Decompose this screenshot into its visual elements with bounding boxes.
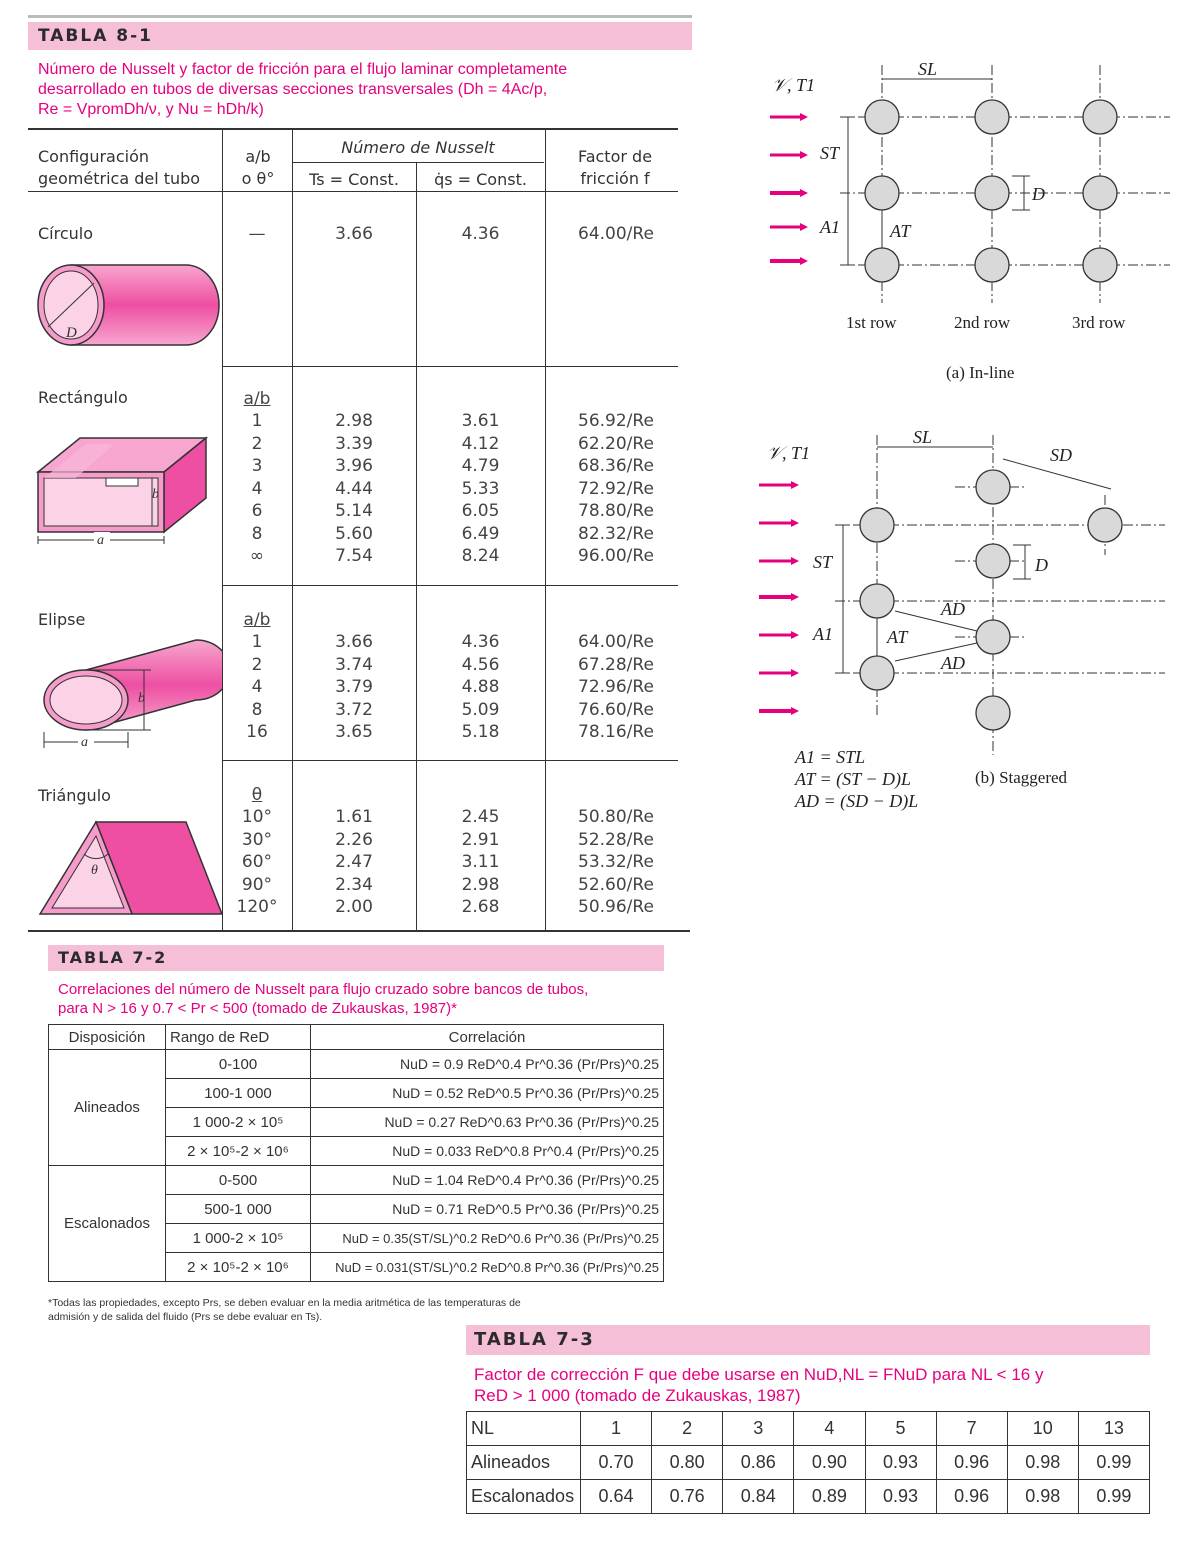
f-col [578,410,654,568]
tabla81-caption [38,60,688,120]
cell: 16 [246,722,268,742]
header-ts: Ts = Const. [309,170,399,189]
tabla72-footnote [48,1296,668,1324]
group-cell: Alineados [49,1050,166,1166]
caption-line: Número de Nusselt y factor de fricción para el flujo laminar completamente [38,61,568,78]
cell: 5.09 [461,699,500,720]
cell: 5.33 [461,478,500,499]
velocity-label: 𝒱, T1 [767,443,811,463]
value-cell: 0.76 [652,1480,723,1514]
value-cell: 0.99 [1078,1480,1149,1514]
header-cell: 4 [794,1412,865,1446]
header-text: geométrica del tubo [38,169,201,188]
cell: 8 [251,699,263,720]
row-rule [222,760,678,761]
range-cell: 2 × 10⁵-2 × 10⁶ [166,1137,311,1166]
cell: 3.61 [461,411,500,431]
corr-cell: NuD = 0.35(ST/SL)^0.2 ReD^0.6 Pr^0.36 (Pr/Prs)^0.25 [311,1224,664,1253]
qs-col [416,631,545,744]
header-cell: Rango de ReD [166,1025,311,1050]
cell: 6.49 [461,523,500,544]
cell: 3.79 [335,677,373,697]
cell: 2.47 [335,852,373,872]
caption-line: Correlaciones del número de Nusselt para flujo cruzado sobre bancos de tubos, [58,981,589,998]
range-cell: 1 000-2 × 10⁵ [166,1224,311,1253]
st-label: ST [820,143,840,163]
range-cell: 100-1 000 [166,1079,311,1108]
value-cell: 0.86 [723,1446,794,1480]
value-cell: 0.93 [865,1446,936,1480]
table-row [49,1166,664,1195]
cell: 4.79 [461,456,500,476]
at-label: AT [887,627,908,647]
sl-label: SL [918,59,938,79]
header-cell: 7 [936,1412,1007,1446]
cell: 68.36/Re [578,456,654,476]
cell: ∞ [249,546,265,566]
row-name-elipse: Elipse [38,610,86,629]
circle-tube-figure [36,255,222,363]
cell: 90° [241,874,273,895]
cell: 53.32/Re [578,852,654,872]
cell: 52.28/Re [578,829,654,850]
a-label: a [81,735,88,750]
cell: 4.56 [461,654,500,675]
table-bottom-rule [28,930,690,932]
header-text: a/b [245,147,271,166]
cell: 72.92/Re [578,478,654,499]
cell: 72.96/Re [578,677,654,697]
range-cell: 2 × 10⁵-2 × 10⁶ [166,1253,311,1282]
header-row [467,1412,1150,1446]
value-cell: 0.98 [1007,1446,1078,1480]
cell: 5.18 [461,722,500,742]
corr-cell: NuD = 0.27 ReD^0.63 Pr^0.36 (Pr/Prs)^0.25 [311,1108,664,1137]
ab-subheader: a/b [243,389,271,409]
cell: 2.98 [335,411,373,431]
cell: 82.32/Re [578,523,654,544]
value-cell: 0.93 [865,1480,936,1514]
cell: 10° [241,807,273,827]
value-cell: 0.80 [652,1446,723,1480]
header-qs: q̇s = Const. [434,170,527,189]
staggered-bank-figure [755,425,1175,820]
cell: 78.16/Re [578,722,654,742]
triangle-tube-figure [36,810,222,920]
corr-cell: NuD = 1.04 ReD^0.4 Pr^0.36 (Pr/Prs)^0.25 [311,1166,664,1195]
at-label: AT [890,221,911,241]
cell: 2.00 [335,897,373,917]
cell: 4.88 [461,677,500,697]
header-text: fricción f [580,169,650,188]
eq-a1: A1 = STL [795,747,866,767]
row-name-circulo: Círculo [38,224,94,243]
cell: 3.66 [335,224,373,244]
cell: 4 [251,478,263,499]
ab-col [222,631,292,744]
sl-label: SL [913,427,933,447]
ellipse-tube-figure [36,632,222,754]
b-label: b [152,487,159,502]
header-nusselt: Número de Nusselt [341,138,495,157]
ts-col [292,631,416,744]
header-cell: 5 [865,1412,936,1446]
corr-cell: NuD = 0.9 ReD^0.4 Pr^0.36 (Pr/Prs)^0.25 [311,1050,664,1079]
header-cell: 10 [1007,1412,1078,1446]
f-col [578,223,654,246]
row-name-rectangulo: Rectángulo [38,388,128,407]
qs-col [416,806,545,919]
ab-subheader: a/b [243,610,271,630]
tabla72-table [48,1024,664,1282]
cell: 5.14 [335,501,373,521]
range-cell: 0-100 [166,1050,311,1079]
cell: 2 [251,654,263,675]
col-rule [545,129,546,931]
cell: 2.45 [461,807,500,827]
rectangle-tube-figure [36,432,222,548]
footnote-line: *Todas las propiedades, excepto Prs, se deben evaluar en la media aritmética de las temperaturas de [48,1297,521,1309]
caption-line: para N > 16 y 0.7 < Pr < 500 (tomado de Zukauskas, 1987)* [58,1000,457,1017]
top-rule [28,15,692,18]
tabla72-caption [58,980,668,1018]
value-cell: 0.64 [581,1480,652,1514]
corr-cell: NuD = 0.033 ReD^0.8 Pr^0.4 (Pr/Prs)^0.25 [311,1137,664,1166]
eq-at: AT = (ST − D)L [795,769,911,789]
value-cell: 0.90 [794,1446,865,1480]
table-row [49,1050,664,1079]
theta-label: θ [91,863,98,878]
row-rule [222,585,678,586]
tabla73-caption [474,1364,1150,1406]
cell: 2.91 [461,829,500,850]
header-ab [236,146,280,190]
cell: 3.72 [335,699,373,720]
cell: 2.98 [461,874,500,895]
header-text: Configuración [38,147,150,166]
corr-cell: NuD = 0.031(ST/SL)^0.2 ReD^0.8 Pr^0.36 (Pr/Prs)^0.25 [311,1253,664,1282]
qs-col [416,223,545,246]
range-cell: 1 000-2 × 10⁵ [166,1108,311,1137]
corr-cell: NuD = 0.71 ReD^0.5 Pr^0.36 (Pr/Prs)^0.25 [311,1195,664,1224]
ts-col [292,223,416,246]
ab-col [222,223,292,246]
header-cell: Correlación [311,1025,664,1050]
cell: 4.12 [461,433,500,454]
d-label: D [66,325,77,341]
cell: 2.68 [461,897,500,917]
table-rule [28,128,678,130]
velocity-label: 𝒱, T1 [772,75,816,95]
caption-line: ReD > 1 000 (tomado de Zukauskas, 1987) [474,1386,801,1405]
range-cell: 0-500 [166,1166,311,1195]
header-rule [28,191,678,192]
cell: 3.11 [461,852,500,872]
corr-cell: NuD = 0.52 ReD^0.5 Pr^0.36 (Pr/Prs)^0.25 [311,1079,664,1108]
cell: 7.54 [335,546,373,566]
value-cell: 0.98 [1007,1480,1078,1514]
d-label: D [1035,555,1048,575]
value-cell: 0.84 [723,1480,794,1514]
eq-ad: AD = (SD − D)L [795,791,919,811]
value-cell: 0.96 [936,1446,1007,1480]
range-cell: 500-1 000 [166,1195,311,1224]
cell: 2 [251,433,263,454]
cell: 3.39 [335,433,373,454]
header-config [38,146,200,190]
staggered-caption: (b) Staggered [975,768,1068,787]
value-cell: 0.96 [936,1480,1007,1514]
row-label: 3rd row [1072,313,1126,332]
row-label-cell: Escalonados [467,1480,581,1514]
footnote-line: admisión y de salida del fluido (Prs se debe evaluar en Ts). [48,1311,323,1323]
header-text: Factor de [577,147,653,166]
header-cell: 3 [723,1412,794,1446]
cell: 4.36 [461,224,500,244]
cell: 2.26 [335,829,373,850]
cell: 50.96/Re [578,897,654,917]
qs-col [416,410,545,568]
header-cell: 2 [652,1412,723,1446]
ab-subheader: θ [251,785,263,805]
cell: 64.00/Re [578,632,654,652]
cell: 4.44 [335,478,373,499]
header-cell: Disposición [49,1025,166,1050]
a1-label: A1 [813,624,833,644]
cell: 52.60/Re [578,874,654,895]
b-label: b [138,691,145,706]
sd-label: SD [1050,445,1072,465]
cell: 1.61 [335,807,373,827]
cell: 8 [251,523,263,544]
caption-line: Re = VpromDh/ν, y Nu = hDh/k) [38,101,264,118]
row-label-cell: Alineados [467,1446,581,1480]
inline-caption: (a) In-line [946,363,1015,382]
row-label: 2nd row [954,313,1011,332]
ab-col [222,806,292,919]
cell: 62.20/Re [578,433,654,454]
group-cell: Escalonados [49,1166,166,1282]
header-cell: 1 [581,1412,652,1446]
nusselt-underline [292,162,544,163]
header-text: o θ° [241,169,275,188]
cell: 6 [251,501,263,521]
cell: 60° [241,852,273,872]
cell: 6.05 [461,501,500,521]
cell: 3.65 [335,722,373,742]
f-col [578,806,654,919]
f-col [578,631,654,744]
cell: 2.34 [335,874,373,895]
cell: 1 [251,411,263,431]
cell: 120° [236,897,278,917]
cell: 56.92/Re [578,411,654,431]
value-cell: 0.70 [581,1446,652,1480]
d-label: D [1032,184,1045,204]
cell: 50.80/Re [578,807,654,827]
header-cell: NL [467,1412,581,1446]
cell: 67.28/Re [578,654,654,675]
flow-arrows [770,113,808,265]
tabla72-title: TABLA 7-2 [48,945,664,971]
cell: 96.00/Re [578,546,654,566]
cell: 30° [241,829,273,850]
cell: 76.60/Re [578,699,654,720]
cell: 4 [251,677,263,697]
row-name-triangulo: Triángulo [38,786,111,805]
tabla81-title: TABLA 8-1 [28,22,692,50]
table-row [467,1446,1150,1480]
inline-bank-figure [760,55,1180,390]
tube-circles [860,470,1122,730]
a-label: a [97,533,104,548]
ts-col [292,410,416,568]
a1-label: A1 [820,217,840,237]
caption-line: desarrollado en tubos de diversas secciones transversales (Dh = 4Ac/p, [38,81,548,98]
tube-circles [865,100,1117,282]
tabla73-title: TABLA 7-3 [466,1325,1150,1355]
row-rule [222,366,678,367]
row-label: 1st row [846,313,897,332]
cell: 3.74 [335,654,373,675]
caption-line: Factor de corrección F que debe usarse en NuD,NL = FNuD para NL < 16 y [474,1365,1044,1384]
cell: 3.66 [335,632,373,652]
cell: 64.00/Re [578,224,654,244]
cell: — [248,224,266,244]
value-cell: 0.99 [1078,1446,1149,1480]
cell: 8.24 [461,546,500,566]
flow-arrows [759,481,799,715]
cell: 5.60 [335,523,373,544]
cell: 3.96 [335,456,373,476]
table-row [467,1480,1150,1514]
header-friction [545,146,685,190]
cell: 3 [251,456,263,476]
ad-label: AD [941,653,965,673]
value-cell: 0.89 [794,1480,865,1514]
header-row [49,1025,664,1050]
cell: 4.36 [461,632,500,652]
st-label: ST [813,552,833,572]
ts-col [292,806,416,919]
header-cell: 13 [1078,1412,1149,1446]
cell: 1 [251,632,263,652]
ad-label: AD [941,599,965,619]
cell: 78.80/Re [578,501,654,521]
ab-col [222,410,292,568]
tabla73-table [466,1411,1150,1514]
